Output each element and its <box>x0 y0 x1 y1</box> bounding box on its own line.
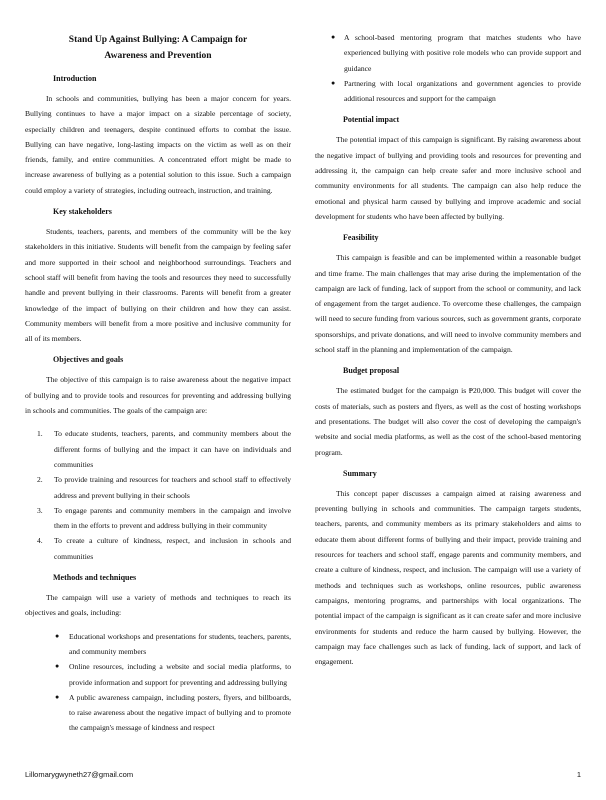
method-item <box>315 30 581 76</box>
methods-paragraph: The campaign will use a variety of methods and techniques to reach its objectives and goals, including: <box>25 593 291 618</box>
potential-impact-paragraph: The potential impact of this campaign is significant. By raising awareness about the negative impact of bullying and providing tools and resources for preventing and addressing it, the campaign can help create safer and more inclusive school and community environments for all students. The campaign can also help reduce the emotional and physical harm caused by bullying and improve academic and social development for students who have been affected by bullying. <box>315 135 581 221</box>
summary-heading: Summary <box>343 468 377 478</box>
method-text: Educational workshops and presentations for students, teachers, parents, and community members <box>69 631 291 656</box>
bullet-icon: ● <box>55 662 60 671</box>
bullet-icon: ● <box>55 631 60 640</box>
goal-text: To educate students, teachers, parents, and community members about the different forms of bullying and the impact it can have on individuals and communities <box>54 429 291 469</box>
objectives-paragraph: The objective of this campaign is to raise awareness about the negative impact of bullying and to provide tools and resources for preventing and addressing bullying in schools and communities. The goals of the campaign are: <box>25 375 291 416</box>
introduction-paragraph: In schools and communities, bullying has been a major concern for years. Bullying continues to have a major impact on a sizable percentage of society, especially children and teenagers, despite continued efforts to combat the issue. Bullying can have negative, long-lasting impacts on the victim as well as on their friends, family, and entire communities. A concentrated effort might be made to increase awareness of bullying as a potential solution to this issue. Such a campaign could employ a variety of strategies, including outreach, instruction, and training. <box>25 94 291 195</box>
budget-heading: Budget proposal <box>343 366 400 376</box>
bullet-icon: ● <box>331 78 336 87</box>
summary-paragraph: This concept paper discusses a campaign aimed at raising awareness and preventing bullying in schools and communities. The campaign targets students, teachers, parents, and community members as its primary stakeholders and aims to educate them about different forms of bullying and their impact, provide training and resources for teachers and school staff, engage parents and community members, and create a culture of kindness, respect, and inclusion. The campaign will use a variety of methods and techniques such as workshops, online resources, public awareness campaigns, mentoring programs, and partnerships with local organizations. The potential impact of the campaign is significant as it can create safer and more inclusive environments for students and reduce the harm caused by bullying. However, the campaign may face challenges such as lack of funding, lack of support, and lack of engagement. <box>315 488 581 667</box>
method-item <box>25 659 291 690</box>
potential-impact-heading: Potential impact <box>343 115 400 125</box>
goal-number: 4. <box>37 536 43 546</box>
goal-text: To create a culture of kindness, respect, and inclusion in schools and communities <box>54 536 291 561</box>
document-title: Stand Up Against Bullying: A Campaign for Awareness and Prevention <box>68 35 248 61</box>
goal-number: 2. <box>37 475 43 485</box>
feasibility-heading: Feasibility <box>343 233 379 243</box>
right-column <box>315 30 581 677</box>
method-text: A school-based mentoring program that matches students who have experienced bullying with positive role models who can provide support and guidance <box>344 33 581 73</box>
introduction-heading: Introduction <box>53 74 97 83</box>
method-item <box>25 629 291 660</box>
left-column <box>25 32 291 742</box>
goal-text: To provide training and resources for teachers and school staff to effectively address and prevent bullying in their schools <box>54 475 291 500</box>
objectives-heading: Objectives and goals <box>53 355 124 365</box>
methods-list-continued <box>315 30 581 106</box>
methods-list <box>25 629 291 736</box>
method-item <box>25 690 291 736</box>
methods-heading: Methods and techniques <box>53 573 137 583</box>
goal-item <box>37 426 291 472</box>
key-stakeholders-paragraph: Students, teachers, parents, and members of the community will be the key stakeholders in this initiative. Students will benefit from the campaign by feeling safer and more supported in their school and neighborhood surroundings. Teachers and school staff will benefit from having the tools and resources they need to successfully handle and prevent bullying in their classrooms. Parents will benefit from a greater knowledge of the impact of bullying on their children and how they can assist. Community members will benefit from a more positive and inclusive community for all of its members. <box>25 227 291 344</box>
goal-number: 1. <box>37 429 43 439</box>
goal-text: To engage parents and community members in the campaign and involve them in the efforts to prevent and address bullying in their community <box>54 505 291 531</box>
goals-list <box>25 426 291 564</box>
feasibility-paragraph: This campaign is feasible and can be implemented within a reasonable budget and time frame. The main challenges that may arise during the implementation of the campaign are lack of funding, lack of support from the school or community, and lack of engagement from the target audience. To overcome these challenges, the campaign will need to secure funding from various sources, such as government grants, corporate sponsorships, and private donations, and will need to involve community members and school staff in the planning and implementation of the campaign. <box>315 253 581 355</box>
method-item <box>315 76 581 107</box>
method-text: Partnering with local organizations and government agencies to provide additional resources and support for the campaign <box>344 78 581 104</box>
method-text: A public awareness campaign, including posters, flyers, and billboards, to raise awareness about the negative impact of bullying and to promote the campaign's message of kindness and respect <box>69 692 291 733</box>
bullet-icon: ● <box>55 692 60 701</box>
goal-item <box>37 503 291 534</box>
key-stakeholders-heading: Key stakeholders <box>53 207 112 217</box>
page-number: 1 <box>576 770 581 779</box>
goal-number: 3. <box>37 505 43 515</box>
goal-item <box>37 533 291 564</box>
bullet-icon: ● <box>331 33 336 41</box>
goal-item <box>37 472 291 503</box>
method-text: Online resources, including a website and social media platforms, to provide information and support for preventing and addressing bullying <box>69 662 291 687</box>
budget-paragraph: The estimated budget for the campaign is ₱20,000. This budget will cover the costs of materials, such as posters and flyers, as well as the cost of hosting workshops and presentations. The budget will also cover the cost of developing the campaign's website and social media platforms, as well as the cost of the school-based mentoring program. <box>315 386 581 457</box>
page-footer <box>25 770 581 782</box>
footer-email: Lillomarygwyneth27@gmail.com <box>25 770 134 779</box>
